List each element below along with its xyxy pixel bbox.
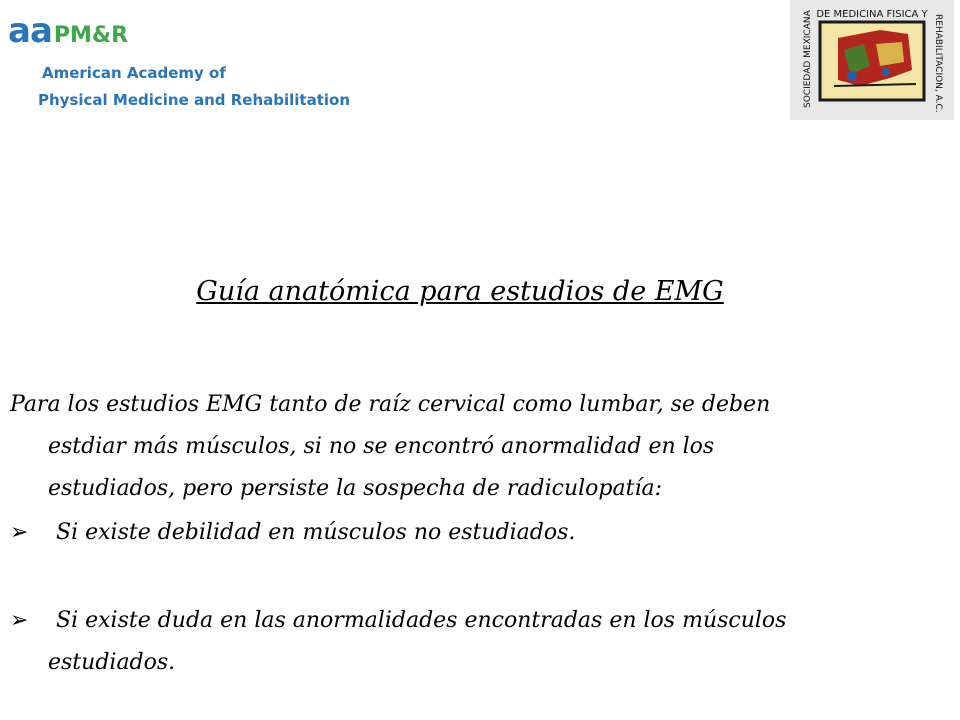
paragraph-line: estudiados, pero persiste la sospecha de radiculopatía: (48, 476, 663, 501)
arrow-bullet-icon: ➢ (10, 520, 29, 545)
page-title: Guía anatómica para estudios de EMG (196, 276, 724, 307)
bullet-text: Si existe duda en las anormalidades encontradas en los músculos (56, 608, 787, 633)
paragraph-line: Para los estudios EMG tanto de raíz cervical como lumbar, se deben (10, 392, 771, 417)
org-name-line1: American Academy of (42, 64, 226, 82)
org-name-line2: Physical Medicine and Rehabilitation (38, 91, 351, 109)
bullet-item (10, 512, 930, 554)
aapmr-logo (8, 11, 129, 51)
seal-text-left: SOCIEDAD MEXICANA (803, 10, 813, 108)
intro-paragraph (10, 384, 930, 510)
seal-text-top: DE MEDICINA FISICA Y (816, 9, 928, 20)
bullet-item (10, 600, 930, 684)
bullet-text: Si existe debilidad en músculos no estudiados. (56, 520, 576, 545)
paragraph-line: estdiar más músculos, si no se encontró anormalidad en los (48, 434, 715, 459)
seal-text-right: REHABILITACION, A.C. (933, 14, 943, 113)
arrow-bullet-icon: ➢ (10, 608, 29, 633)
bullet-text: estudiados. (48, 650, 176, 675)
logo-aa: aa (8, 11, 52, 51)
society-seal-icon (790, 0, 954, 120)
logo-pmr: PM&R (53, 23, 129, 48)
